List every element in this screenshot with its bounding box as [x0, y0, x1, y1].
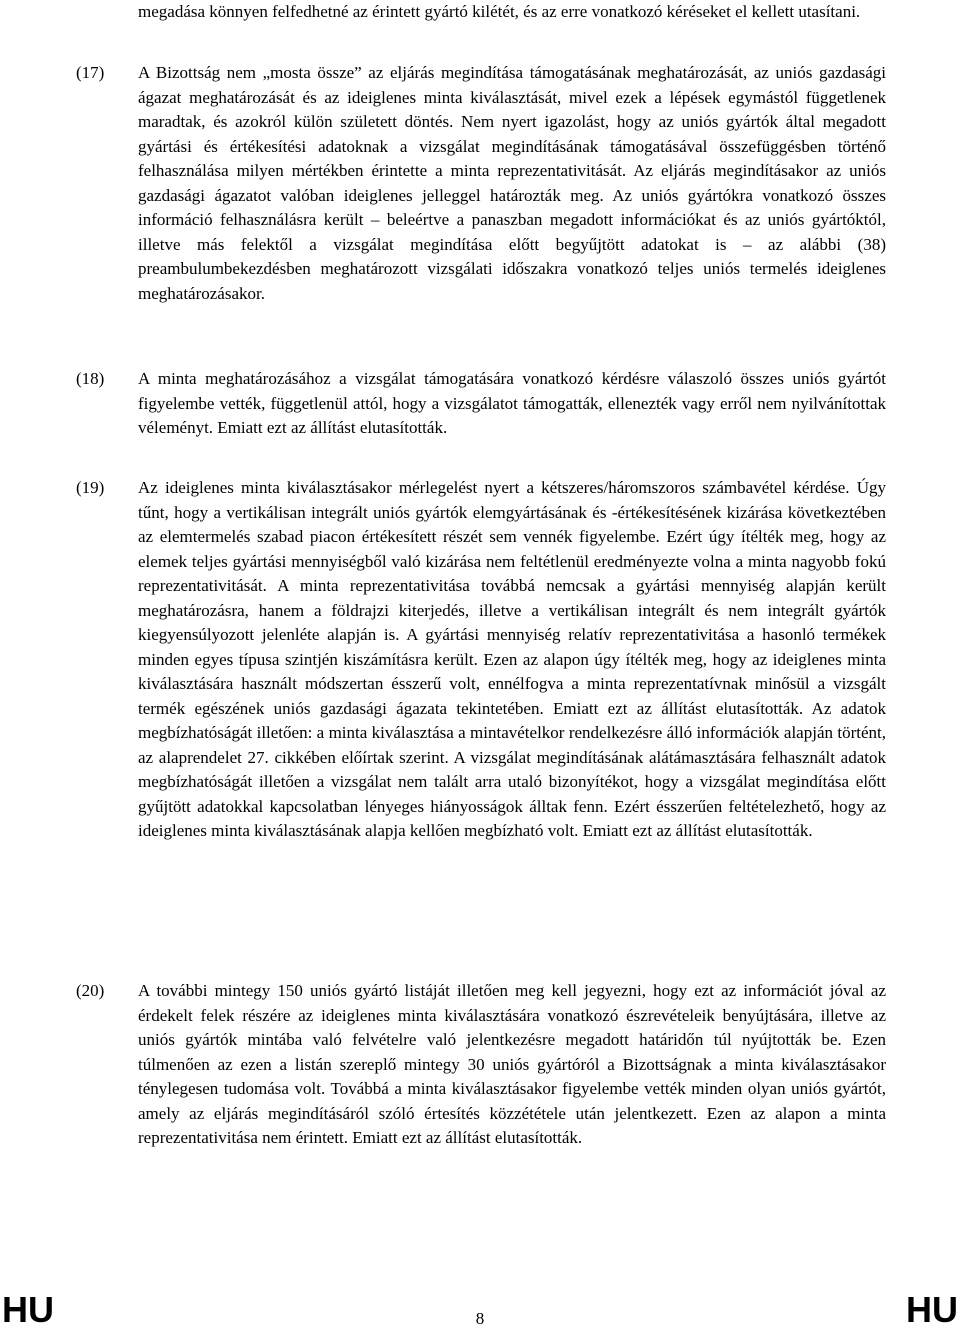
paragraph-number: (17) [76, 63, 105, 82]
paragraph-number: (19) [76, 478, 105, 497]
paragraph-text: A minta meghatározásához a vizsgálat támogatására vonatkozó kérdésre válaszoló összes uniós gyártót figyelembe vették, függetlenül attól, hogy a vizsgálatot támogatták, ellenezték vagy erről nem nyilvánítottak véleményt. Emiatt ezt az állítást elutasították. [138, 369, 886, 437]
page-number: 8 [475, 1309, 485, 1328]
footer-language-code-right: HU [906, 1289, 958, 1330]
paragraph-number: (20) [76, 981, 105, 1000]
footer-language-code-left: HU [2, 1289, 54, 1330]
paragraph-text: megadása könnyen felfedhetné az érintett gyártó kilétét, és az erre vonatkozó kéréseket el kellett utasítani. [138, 2, 861, 21]
paragraph-text: A további mintegy 150 uniós gyártó listáját illetően meg kell jegyezni, hogy ezt az információt jóval az érdekelt felek részére az ideiglenes minta kiválasztására vonatkozó észrevételeik benyújtására, illetve az uniós gyártók mintába való felvételre való jelentkezésre megadott határidőn túl nyújtották be. Ezen túlmenően az ezen a listán szereplő mintegy 30 uniós gyártóról a Bizottságnak a minta kiválasztásakor ténylegesen tudomása volt. Továbbá a minta kiválasztásakor figyelembe vették minden olyan uniós gyártót, amely az eljárás megindításáról szóló értesítés közzététele után jelentkezett. Ezen az alapon a minta reprezentativitása nem érintett. Emiatt ezt az állítást elutasították. [138, 981, 886, 1147]
paragraph-number: (18) [76, 369, 105, 388]
paragraph-text: Az ideiglenes minta kiválasztásakor mérlegelést nyert a kétszeres/háromszoros számbavétel kérdése. Úgy tűnt, hogy a vertikálisan integrált uniós gyártók elemgyártásának és -értékesítésének kizárása következtében az elemtermelés szabad piacon értékesített részét sem vennék figyelembe. Ezért úgy ítélték meg, hogy az elemek teljes gyártási mennyiségből való kizárása nem feltétlenül eredményezte volna a minta nagyobb fokú reprezentativitását. A minta reprezentativitása továbbá nemcsak a gyártási mennyiség alapján került meghatározásra, hanem a földrajzi kiterjedés, illetve a vertikálisan integrált és nem integrált gyártók kiegyensúlyozott jelenléte alapján is. A gyártási mennyiség relatív reprezentativitása a hasonló termékek minden egyes típusa szintjén kiszámításra került. Ezen az alapon úgy ítélték meg, hogy az ideiglenes minta kiválasztására használt módszertan ésszerű volt, ennélfogva a minta reprezentatívnak minősül a vizsgált termék egészének uniós gazdasági ágazata tekintetében. Emiatt ezt az állítást elutasították. Az adatok megbízhatóságát illetően: a minta kiválasztása a mintavételkor rendelkezésre álló információk alapján történt, az alaprendelet 27. cikkében előírtak szerint. A vizsgálat megindításának alátámasztására felhasznált adatok megbízhatóságát illetően a vizsgálat nem talált arra utaló bizonyítékot, hogy a vizsgálat megindítása előtt gyűjtött adatokkal kapcsolatban lényeges hiányosságok álltak fenn. Ezért ésszerűen feltételezhető, hogy az ideiglenes minta kiválasztásának alapja kellően megbízható volt. Emiatt ezt az állítást elutasították. [138, 478, 886, 840]
paragraph-text: A Bizottság nem „mosta össze” az eljárás megindítása támogatásának meghatározását, az uniós gazdasági ágazat meghatározását és az ideiglenes minta kiválasztását, mivel ezek a lépések egymástól függetlenek maradtak, és azokról külön született döntés. Nem nyert igazolást, hogy az uniós gyártók által megadott gyártási és értékesítési adatoknak a vizsgálat megindításának támogatásával összefüggésben történő felhasználása milyen mértékben érintette a minta reprezentativitását. Az eljárás megindításakor az uniós gazdasági ágazatot valóban ideiglenes jelleggel határozták meg. Az uniós gyártókra vonatkozó összes információ felhasználásra került – beleértve a panaszban megadott információkat és az uniós gyártóktól, illetve más felektől a vizsgálat megindítása előtt begyűjtött adatokat is – az alábbi (38) preambulumbekezdésben meghatározott vizsgálati időszakra vonatkozó teljes uniós termelés ideiglenes meghatározásakor. [138, 63, 886, 303]
